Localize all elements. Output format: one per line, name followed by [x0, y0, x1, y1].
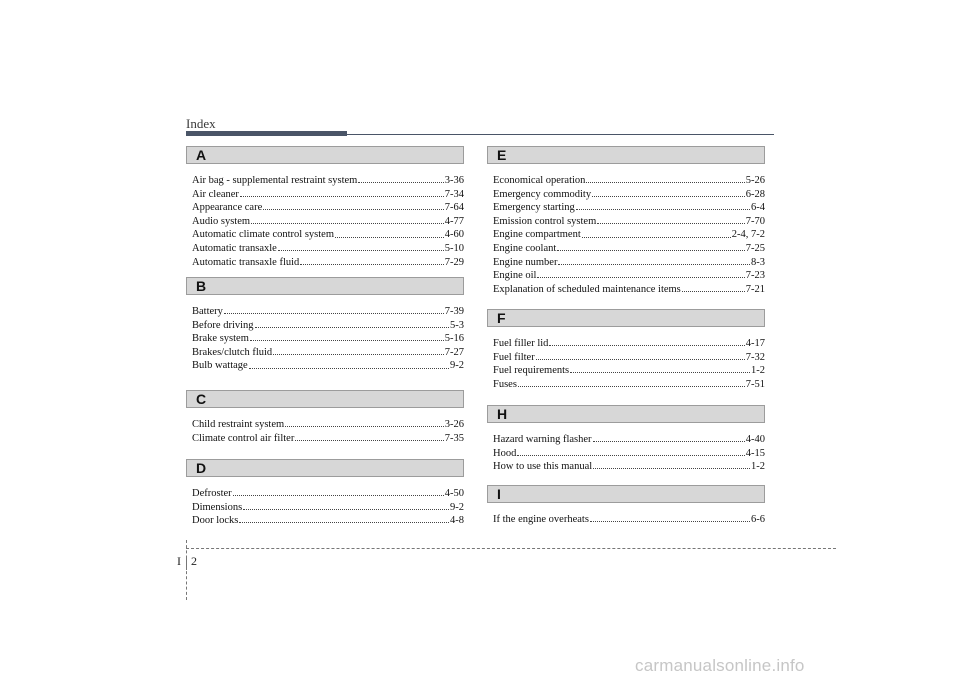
- index-entry[interactable]: [192, 215, 464, 229]
- dot-leader: [273, 354, 444, 355]
- index-entry[interactable]: [493, 447, 765, 461]
- section-header-h: H: [487, 405, 765, 423]
- index-entry-label: Fuel filler lid: [493, 338, 549, 349]
- index-entry[interactable]: [192, 242, 464, 256]
- index-entry-page: 7-32: [745, 351, 765, 363]
- index-entry-page: 2-4, 7-2: [731, 229, 765, 241]
- index-entry-page: 7-70: [745, 215, 765, 227]
- index-entry-page: 3-26: [444, 419, 464, 430]
- index-entry-label: Dimensions: [192, 501, 243, 513]
- index-entry-page: 5-16: [444, 333, 464, 345]
- index-entry-page: 7-21: [745, 283, 765, 295]
- index-entry-label: Emergency starting: [493, 202, 575, 214]
- index-entry-page: 6-4: [751, 202, 765, 214]
- section-header-d: D: [186, 459, 464, 477]
- dot-leader: [558, 264, 750, 265]
- index-entry-label: Economical operation: [493, 175, 586, 186]
- index-section-c: [186, 390, 464, 444]
- index-entry[interactable]: [192, 256, 464, 270]
- index-entry-label: Battery: [192, 306, 223, 317]
- index-entry-list: [493, 174, 765, 296]
- index-entry[interactable]: [493, 269, 765, 283]
- index-entry[interactable]: [192, 346, 464, 360]
- dot-leader: [233, 495, 444, 496]
- watermark: carmanualsonline.info: [635, 656, 805, 675]
- index-entry[interactable]: [493, 201, 765, 215]
- index-entry-list: [192, 418, 464, 445]
- index-entry[interactable]: [192, 188, 464, 202]
- dot-leader: [586, 182, 744, 183]
- index-entry-page: 5-10: [444, 242, 464, 254]
- dot-leader: [240, 196, 444, 197]
- index-entry-page: 7-25: [745, 242, 765, 254]
- dot-leader: [593, 441, 745, 442]
- index-entry[interactable]: [493, 174, 765, 188]
- dot-leader: [518, 386, 745, 387]
- index-entry-page: 1-2: [751, 365, 765, 377]
- index-entry[interactable]: [192, 332, 464, 346]
- index-entry[interactable]: [493, 242, 765, 256]
- dot-leader: [536, 359, 745, 360]
- index-entry-page: 7-34: [444, 188, 464, 200]
- footer-separator: [186, 556, 187, 570]
- index-entry-label: Bulb wattage: [192, 360, 248, 372]
- dot-leader: [590, 521, 750, 522]
- index-entry[interactable]: [493, 337, 765, 351]
- index-entry[interactable]: [192, 418, 464, 432]
- index-entry-list: [192, 487, 464, 528]
- section-header-e: E: [487, 146, 765, 164]
- index-entry-page: 5-26: [745, 175, 765, 186]
- dot-leader: [582, 237, 731, 238]
- dot-leader: [537, 277, 744, 278]
- dot-leader: [597, 223, 745, 224]
- section-header-b: B: [186, 277, 464, 295]
- index-entry-label: Fuses: [493, 378, 517, 390]
- index-section-h: [487, 405, 765, 473]
- index-entry-page: 9-2: [450, 360, 464, 372]
- dot-leader: [243, 509, 449, 510]
- index-section-b: [186, 277, 464, 372]
- index-entry-list: [493, 513, 765, 527]
- index-entry[interactable]: [493, 188, 765, 202]
- index-entry-label: Explanation of scheduled maintenance items: [493, 283, 681, 295]
- index-entry[interactable]: [192, 305, 464, 319]
- index-section-f: [487, 309, 765, 390]
- index-entry-page: 7-51: [745, 378, 765, 390]
- index-entry-page: 7-39: [444, 306, 464, 317]
- index-entry-page: 1-2: [751, 461, 765, 473]
- dot-leader: [239, 522, 449, 523]
- index-entry-page: 7-29: [444, 256, 464, 268]
- index-entry-label: Before driving: [192, 319, 254, 331]
- index-entry[interactable]: [493, 215, 765, 229]
- dot-leader: [576, 209, 750, 210]
- index-entry-label: Fuel filter: [493, 351, 535, 363]
- index-entry[interactable]: [493, 433, 765, 447]
- dot-leader: [251, 223, 444, 224]
- index-entry-label: Air cleaner: [192, 188, 239, 200]
- dot-leader: [263, 209, 444, 210]
- index-entry[interactable]: [192, 432, 464, 446]
- dot-leader: [549, 345, 744, 346]
- section-header-f: F: [487, 309, 765, 327]
- index-entry-page: 4-40: [745, 434, 765, 445]
- dot-leader: [592, 196, 745, 197]
- index-entry-label: Door locks: [192, 515, 239, 527]
- index-entry-label: Engine coolant: [493, 242, 557, 254]
- index-entry-label: Automatic transaxle: [192, 242, 277, 254]
- index-entry-label: Child restraint system: [192, 419, 285, 430]
- index-entry[interactable]: [493, 256, 765, 270]
- dot-leader: [255, 327, 449, 328]
- dot-leader: [335, 237, 444, 238]
- index-entry-list: [192, 174, 464, 269]
- dot-leader: [570, 372, 750, 373]
- index-entry[interactable]: [493, 351, 765, 365]
- index-entry-label: Automatic transaxle fluid: [192, 256, 300, 268]
- index-entry-page: 7-27: [444, 346, 464, 358]
- index-entry-label: Hood: [493, 447, 517, 459]
- index-entry-label: If the engine overheats: [493, 514, 589, 525]
- index-section-i: [487, 485, 765, 525]
- footer-page-number: 2: [191, 554, 197, 568]
- index-section-a: [186, 146, 464, 268]
- dot-leader: [517, 455, 744, 456]
- dot-leader: [250, 340, 444, 341]
- index-entry[interactable]: [192, 501, 464, 515]
- index-entry-page: 7-23: [745, 270, 765, 282]
- index-entry[interactable]: [493, 378, 765, 392]
- index-entry[interactable]: [192, 514, 464, 528]
- dot-leader: [593, 468, 750, 469]
- index-entry-label: Audio system: [192, 215, 251, 227]
- index-entry-label: Engine number: [493, 256, 558, 268]
- index-entry[interactable]: [493, 228, 765, 242]
- index-entry-page: 7-64: [444, 202, 464, 214]
- index-entry[interactable]: [192, 201, 464, 215]
- index-entry-page: 4-8: [450, 515, 464, 527]
- index-entry-label: How to use this manual: [493, 461, 593, 473]
- dot-leader: [557, 250, 744, 251]
- index-entry-list: [493, 337, 765, 391]
- footer-crop-line: [186, 540, 187, 600]
- index-entry-page: 7-35: [444, 432, 464, 444]
- index-entry-label: Emergency commodity: [493, 188, 592, 200]
- index-entry-page: 4-17: [745, 338, 765, 349]
- index-entry-list: [493, 433, 765, 474]
- dot-leader: [358, 182, 443, 183]
- dot-leader: [285, 426, 444, 427]
- dot-leader: [295, 440, 443, 441]
- index-entry-page: 4-50: [444, 488, 464, 499]
- index-entry-label: Emission control system: [493, 215, 597, 227]
- index-entry-label: Defroster: [192, 488, 232, 499]
- section-header-a: A: [186, 146, 464, 164]
- dot-leader: [682, 291, 745, 292]
- index-entry-page: 6-28: [745, 188, 765, 200]
- index-entry[interactable]: [192, 228, 464, 242]
- footer-rule: [186, 548, 836, 549]
- index-header-title: Index: [186, 116, 216, 131]
- index-entry-page: 5-3: [450, 319, 464, 331]
- index-entry-page: 4-15: [745, 447, 765, 459]
- index-entry-label: Fuel requirements: [493, 365, 570, 377]
- index-entry-page: 4-60: [444, 229, 464, 241]
- section-header-i: I: [487, 485, 765, 503]
- index-entry-page: 9-2: [450, 501, 464, 513]
- index-entry-label: Climate control air filter: [192, 432, 295, 444]
- index-entry[interactable]: [493, 460, 765, 474]
- index-entry-label: Appearance care: [192, 202, 263, 214]
- index-entry-label: Engine oil: [493, 270, 537, 282]
- index-entry-label: Engine compartment: [493, 229, 581, 241]
- index-entry-page: 6-6: [751, 514, 765, 525]
- index-entry-list: [192, 305, 464, 373]
- dot-leader: [278, 250, 444, 251]
- index-entry-label: Brakes/clutch fluid: [192, 346, 273, 358]
- index-entry-label: Air bag - supplemental restraint system: [192, 175, 358, 186]
- index-entry-page: 3-36: [444, 175, 464, 186]
- header-rule: [186, 134, 774, 135]
- footer-section-letter: I: [177, 554, 181, 568]
- index-entry-label: Automatic climate control system: [192, 229, 335, 241]
- index-section-e: [487, 146, 765, 295]
- index-entry[interactable]: [192, 174, 464, 188]
- index-entry-label: Brake system: [192, 333, 249, 345]
- index-entry[interactable]: [192, 359, 464, 373]
- index-entry[interactable]: [493, 364, 765, 378]
- index-entry-page: 8-3: [751, 256, 765, 268]
- index-entry-page: 4-77: [444, 215, 464, 227]
- dot-leader: [224, 313, 444, 314]
- index-entry[interactable]: [192, 319, 464, 333]
- index-entry[interactable]: [493, 283, 765, 297]
- index-entry[interactable]: [192, 487, 464, 501]
- index-entry-label: Hazard warning flasher: [493, 434, 592, 445]
- index-entry[interactable]: [493, 513, 765, 527]
- dot-leader: [300, 264, 443, 265]
- dot-leader: [249, 368, 449, 369]
- index-section-d: [186, 459, 464, 527]
- section-header-c: C: [186, 390, 464, 408]
